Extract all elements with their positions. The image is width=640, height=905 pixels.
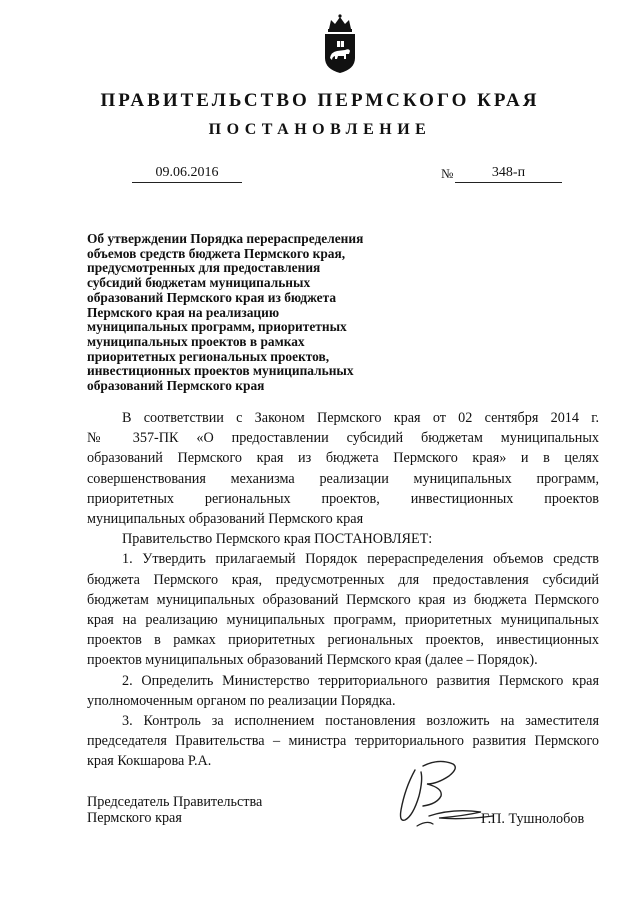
- item3-line: края Кокшарова Р.А.: [87, 753, 212, 770]
- item1-line: проектов муниципальных образований Пермского края (далее – Порядок).: [87, 652, 538, 669]
- preamble-line: образований Пермского края из бюджета Пермского края» и в целях: [87, 450, 599, 467]
- preamble-line: муниципальных образований Пермского края: [87, 511, 364, 528]
- subject-line: объемов средств бюджета Пермского края,: [87, 245, 346, 261]
- perm-krai-coat-of-arms-icon: [319, 12, 361, 74]
- signer-name: Г.П. Тушнолобов: [481, 811, 585, 827]
- subject-line: образований Пермского края из бюджета: [87, 289, 337, 305]
- signer-position-line: Председатель Правительства: [87, 794, 263, 810]
- item1-line: бюджета Пермского края, предусмотренных для предоставления субсидий: [87, 571, 599, 588]
- signer-position-line: Пермского края: [87, 810, 182, 826]
- item3-line: 3. Контроль за исполнением постановления возложить на заместителя: [122, 713, 599, 730]
- subject-line: субсидий бюджетам муниципальных: [87, 275, 311, 291]
- item1-line: края на реализацию муниципальных программ, приоритетных муниципальных: [87, 612, 599, 629]
- signer-position: [87, 794, 262, 826]
- document-number: 348-п: [455, 164, 562, 183]
- subject-line: образований Пермского края: [87, 378, 265, 394]
- document-type: ПОСТАНОВЛЕНИЕ: [208, 121, 432, 138]
- resolves-line: Правительство Пермского края ПОСТАНОВЛЯЕТ:: [122, 531, 433, 548]
- item3-line: председателя Правительства – министра территориального развития Пермского: [87, 733, 599, 750]
- document-body: [87, 408, 599, 772]
- item1-line: бюджетам муниципальных образований Пермского края из бюджета Пермского: [87, 591, 599, 608]
- subject-line: приоритетных региональных проектов,: [87, 348, 330, 364]
- subject-line: муниципальных программ, приоритетных: [87, 319, 347, 335]
- subject-line: муниципальных проектов в рамках: [87, 333, 305, 349]
- document-subject: [87, 232, 407, 394]
- subject-line: Пермского края на реализацию: [87, 304, 280, 320]
- subject-line: предусмотренных для предоставления: [87, 260, 321, 276]
- document-date: 09.06.2016: [132, 164, 242, 183]
- preamble-line: совершенствования механизма реализации муниципальных программ,: [87, 470, 599, 487]
- item2-line: уполномоченным органом по реализации Порядка.: [87, 692, 396, 709]
- number-sign: №: [441, 166, 454, 181]
- preamble-line: приоритетных региональных проектов, инвестиционных проектов: [87, 490, 599, 507]
- subject-line: инвестиционных проектов муниципальных: [87, 363, 354, 379]
- government-title: ПРАВИТЕЛЬСТВО ПЕРМСКОГО КРАЯ: [100, 90, 540, 111]
- item1-line: проектов в рамках приоритетных региональных проектов, инвестиционных: [87, 632, 599, 649]
- item1-line: 1. Утвердить прилагаемый Порядок перераспределения объемов средств: [122, 551, 599, 568]
- subject-line: Об утверждении Порядка перераспределения: [87, 231, 364, 246]
- item2-line: 2. Определить Министерство территориального развития Пермского края: [122, 672, 599, 689]
- preamble-line: № 357-ПК «О предоставлении субсидий бюджетам муниципальных: [87, 430, 599, 447]
- preamble-line: В соответствии с Законом Пермского края от 02 сентября 2014 г.: [122, 410, 599, 426]
